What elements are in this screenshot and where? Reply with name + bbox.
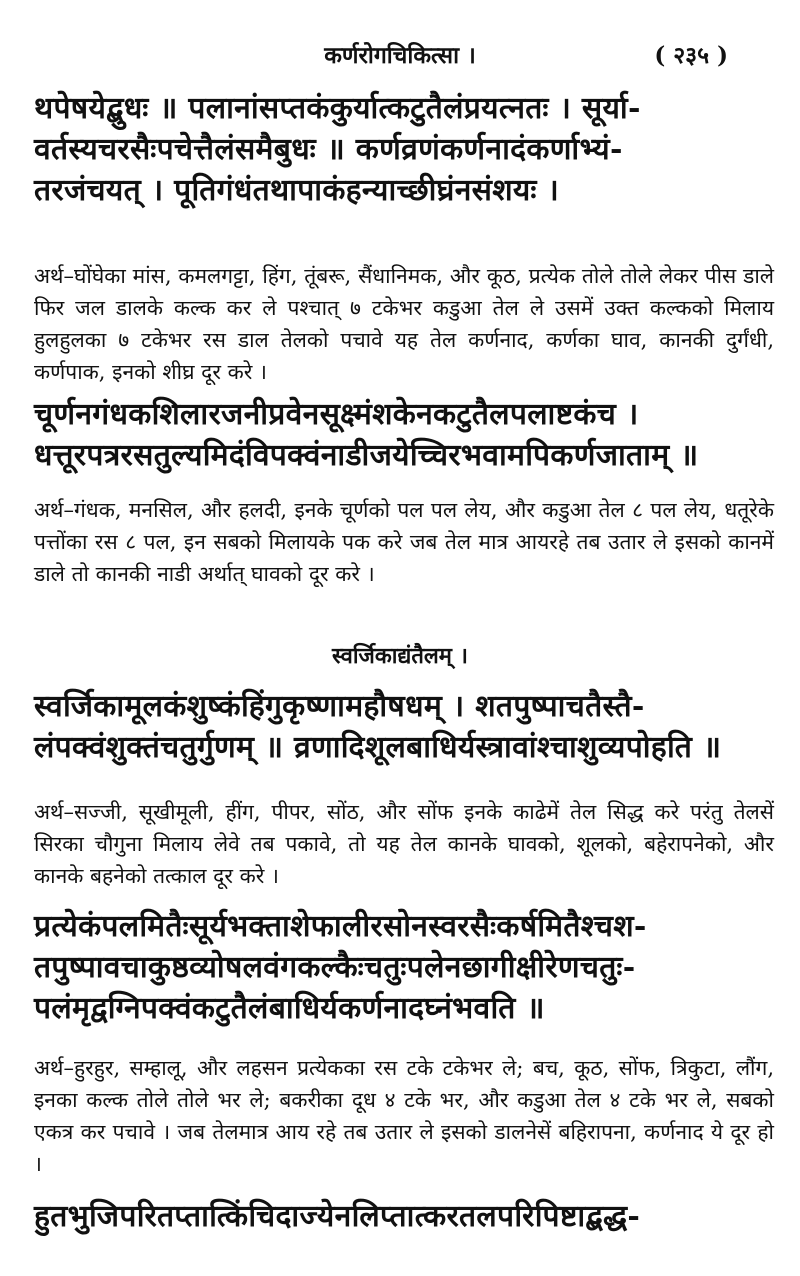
verse-line: प्रत्येकंपलमितैःसूर्यभक्ताशेफालीरसोनस्वरसैःकर्षमितैश्चश- — [34, 909, 647, 944]
section-heading: स्वर्जिकाद्यंतैलम् । — [332, 643, 468, 669]
meaning-3: अर्थ–सज्जी, सूखीमूली, हींग, पीपर, सोंठ, और सोंफ इनके काढेमें तेल सिद्ध करे परंतु तेलसें सिरका चौगुना मिलाय लेवे तब पकावे, तो यह तेल कानके घावको, शूलको, बहेरापनेको, और कानके बहनेको तत्काल दूर करे । — [34, 800, 774, 888]
verse-1 — [34, 88, 774, 211]
verse-3 — [34, 686, 774, 768]
verse-2 — [34, 394, 774, 476]
verse-4 — [34, 906, 774, 1029]
verse-5 — [34, 1196, 774, 1237]
verse-line: तपुष्पावचाकुष्ठव्योषलवंगकल्कैःचतुःपलेनछागीक्षीरेणचतुः- — [34, 950, 636, 985]
meaning-4: अर्थ–हुरहुर, सम्हालू, और लहसन प्रत्येकका रस टके टकेभर ले; बच, कूठ, सोंफ, त्रिकुटा, लौंग, इनका कल्क तोले तोले भर ले; बकरीका दूध ४ टके भर, और कडुआ तेल ४ टके भर ले, सबको एकत्र कर पचावे । जब तेलमात्र आय रहे तब उतार ले इसको डालनेसें बहिरापना, कर्णनाद ये दूर हो । — [34, 1056, 774, 1176]
running-title: कर्णरोगचिकित्सा । — [324, 42, 476, 69]
verse-line: स्वर्जिकामूलकंशुष्कंहिंगुकृष्णामहौषधम् । शतपुष्पाचतैस्तै- — [34, 689, 645, 724]
meaning-2: अर्थ–गंधक, मनसिल, और हलदी, इनके चूर्णको पल पल लेय, और कडुआ तेल ८ पल लेय, धतूरेके पत्तोंका रस ८ पल, इन सबको मिलायके पक करे जब तेल मात्र आयरहे तब उतार ले इसको कानमें डाले तो कानकी नाडी अर्थात् घावको दूर करे । — [34, 498, 774, 586]
verse-line: चूर्णनगंधकशिलारजनीप्रवेनसूक्ष्मंशकेनकटुतैलपलाष्टकंच । — [34, 397, 639, 432]
verse-line: लंपक्वंशुक्तंचतुर्गुणम् ॥ व्रणादिशूलबाधिर्यस्त्रावांश्चाशुव्यपोहति ॥ — [34, 730, 722, 765]
page-header — [0, 38, 800, 78]
verse-line: हुतभुजिपरितप्तात्किंचिदाज्येनलिप्तात्करतलपरिपिष्टाद्बद्ध- — [34, 1199, 641, 1234]
verse-line: धत्तूरपत्ररसतुल्यमिदंविपक्वंनाडीजयेच्चिरभवामपिकर्णजाताम् ॥ — [34, 438, 699, 473]
verse-line: पलंमृद्वग्निपक्वंकटुतैलंबाधिर्यकर्णनादघ्नंभवति ॥ — [34, 991, 545, 1026]
verse-line: थपेषयेद्बुधः ॥ पलानांसप्तकंकुर्यात्कटुतैलंप्रयत्नतः । सूर्या- — [34, 91, 641, 126]
verse-line: वर्तस्यचरसैःपचेत्तैलंसमैबुधः ॥ कर्णव्रणंकर्णनादंकर्णाभ्यं- — [34, 132, 623, 167]
page-number: ( २३५ ) — [654, 42, 728, 69]
verse-line: तरजंचयत् । पूतिगंधंतथापाकंहन्याच्छीघ्रंनसंशयः । — [34, 173, 560, 208]
meaning-1: अर्थ–घोंघेका मांस, कमलगट्टा, हिंग, तूंबरू, सैंधानिमक, और कूठ, प्रत्येक तोले तोले लेकर पीस डाले फिर जल डालके कल्क कर ले पश्चात् ७ टकेभर कडुआ तेल ले उसमें उक्त कल्कको मिलाय हुलहुलका ७ टकेभर रस डाल तेलको पचावे यह तेल कर्णनाद, कर्णका घाव, कानकी दुर्गंधी, कर्णपाक, इनको शीघ्र दूर करे । — [34, 264, 774, 384]
